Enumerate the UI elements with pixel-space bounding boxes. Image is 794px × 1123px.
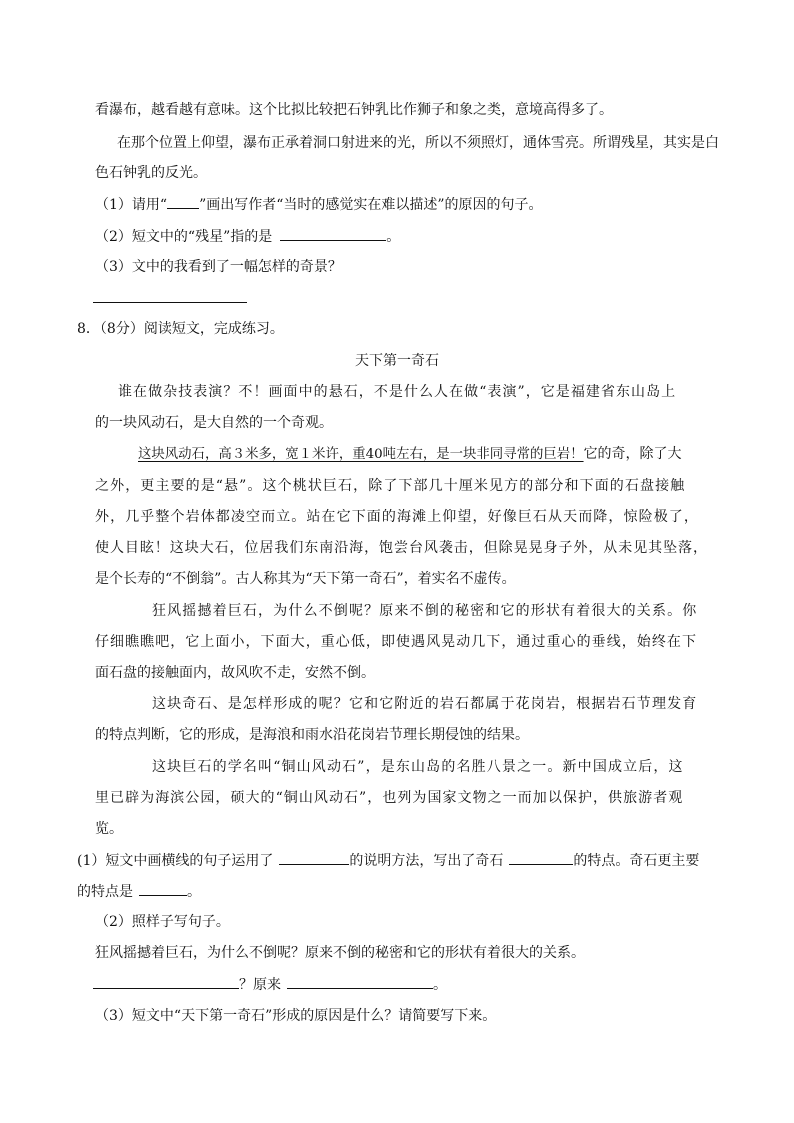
q7-sub2-suffix: 。 [386,229,401,245]
paragraph-line: 的一块风动石，是大自然的一个奇观。 [95,415,333,431]
passage-line: 在那个位置上仰望，瀑布正承着洞口射进来的光，所以不须照灯，通体雪亮。所谓残星，其实是白 [117,135,719,151]
paragraph-line: 面石盘的接触面内，故风吹不走，安然不倒。 [95,665,375,681]
text-span: 。 [433,977,447,993]
answer-blank[interactable] [280,226,386,241]
text-span: 。 [187,884,201,900]
text-span: 它的奇，除了大 [583,446,682,462]
wavy-line-sample [167,194,199,209]
underlined-sentence: 这块风动石，高３米多，宽１米许，重40吨左右，是一块非同寻常的巨岩！ [138,447,584,462]
q7-sub1-prefix: （1）请用“ [95,197,168,213]
paragraph-line: 是个长寿的“不倒翁”。古人称其为“天下第一奇石”，着实名不虚传。 [95,571,516,587]
sentence-template [93,974,447,995]
paragraph-line: 仔细瞧瞧吧，它上面小，下面大，重心低，即使遇风晃动几下，通过重心的垂线，始终在下 [95,634,697,650]
q8-sub2: （2）照样子写句子。 [95,914,230,930]
answer-blank[interactable] [279,850,349,865]
answer-blank[interactable] [139,881,187,896]
answer-blank[interactable] [509,850,573,865]
q8-sub1 [77,850,699,871]
q8-sub3: （3）短文中“天下第一奇石”形成的原因是什么？请简要写下来。 [95,1008,497,1024]
text-span: ？原来 [239,977,281,993]
paragraph-line: 谁在做杂技表演？不！画面中的悬石，不是什么人在做“表演”，它是福建省东山岛上 [118,384,677,400]
paragraph-line: 里已辟为海滨公园，硕大的“铜山风动石”，也列为国家文物之一而加以保护，供旅游者观 [95,790,684,806]
paragraph-line: 使人目眩！这块大石，位居我们东南沿海，饱尝台风袭击，但除晃晃身子外，从未见其坠落， [95,540,708,556]
q7-sub1 [95,194,543,215]
example-sentence: 狂风摇撼着巨石，为什么不倒呢？原来不倒的秘密和它的形状有着很大的关系。 [95,945,585,961]
paragraph-line: 的特点判断，它的形成，是海浪和雨水沿花岗岩节理长期侵蚀的结果。 [95,727,529,743]
answer-blank[interactable] [93,302,247,303]
paragraph-line: 这块奇石、是怎样形成的呢？它和它附近的岩石都属于花岗岩，根据岩石节理发育 [152,696,698,712]
passage-line: 色石钟乳的反光。 [95,165,207,181]
text-span: 的说明方法，写出了奇石 [349,853,504,869]
paragraph-line: 狂风摇撼着巨石，为什么不倒呢？原来不倒的秘密和它的形状有着很大的关系。你 [152,603,698,619]
q8-header: 8．（8分）阅读短文，完成练习。 [77,321,284,337]
passage-title: 天下第一奇石 [355,353,439,369]
answer-blank[interactable] [93,974,239,989]
paragraph-line: 览。 [95,821,123,837]
paragraph-line: 之外，更主要的是“悬”。这个桃状巨石，除了下部几十厘米见方的部分和下面的石盘接触 [95,478,686,494]
text-span: 的特点是 [77,884,133,900]
q8-sub1-cont [77,881,201,902]
paragraph-line [138,444,682,465]
answer-blank[interactable] [287,974,433,989]
paragraph-line: 这块巨石的学名叫“铜山风动石”，是东山岛的名胜八景之一。新中国成立后，这 [152,759,684,775]
paragraph-line: 外，几乎整个岩体都凌空而立。站在它下面的海滩上仰望，好像巨石从天而降，惊险极了， [95,509,699,525]
q7-sub2-prefix: （2）短文中的“残星”指的是 [95,229,273,245]
q7-sub2 [95,226,400,247]
q7-sub1-suffix: ”画出写作者“当时的感觉实在难以描述”的原因的句子。 [199,197,543,213]
passage-line: 看瀑布，越看越有意味。这个比拟比较把石钟乳比作狮子和象之类，意境高得多了。 [95,102,613,118]
text-span: (1）短文中画横线的句子运用了 [77,853,274,869]
text-span: 的特点。奇石更主要 [573,853,700,869]
q7-sub3: （3）文中的我看到了一幅怎样的奇景？ [95,259,342,275]
